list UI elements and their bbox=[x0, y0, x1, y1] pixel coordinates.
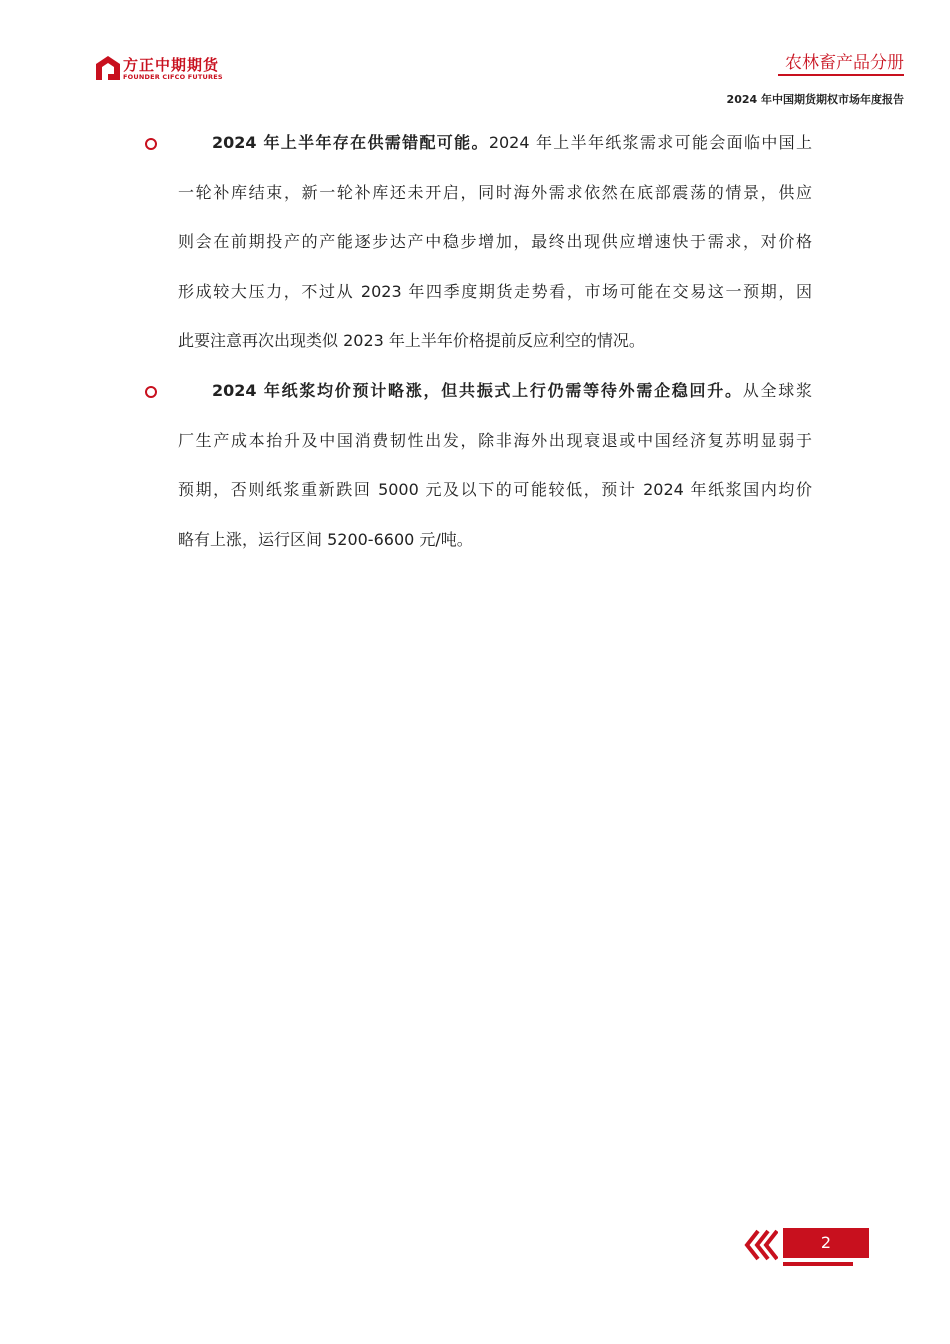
paragraph-line: 一轮补库结束，新一轮补库还未开启，同时海外需求依然在底部震荡的情景，供应 bbox=[178, 182, 812, 202]
paragraph-line: 则会在前期投产的产能逐步达产中稳步增加，最终出现供应增速快于需求，对价格 bbox=[178, 232, 812, 251]
paragraph-heading: 2024 年纸浆均价预计略涨，但共振式上行仍需等待外需企稳回升。 bbox=[212, 381, 743, 400]
paragraph-line: 略有上涨，运行区间 5200-6600 元/吨。 bbox=[178, 529, 473, 549]
paragraph-heading: 2024 年上半年存在供需错配可能。 bbox=[212, 133, 489, 152]
header-divider bbox=[778, 74, 904, 76]
paragraph-line: 厂生产成本抬升及中国消费韧性出发，除非海外出现衰退或中国经济复苏明显弱于 bbox=[178, 430, 812, 450]
paragraph-text: 2024 年上半年纸浆需求可能会面临中国上 bbox=[488, 133, 812, 152]
double-chevron-left-icon bbox=[744, 1228, 778, 1262]
footer-bar bbox=[783, 1262, 853, 1266]
logo-english-name: FOUNDER CIFCO FUTURES bbox=[123, 73, 223, 81]
section-title: 农林畜产品分册 bbox=[785, 53, 904, 73]
paragraph-line: 形成较大压力，不过从 2023 年四季度期货走势看，市场可能在交易这一预期，因 bbox=[178, 281, 812, 301]
paragraph-line: 此要注意再次出现类似 2023 年上半年价格提前反应利空的情况。 bbox=[178, 331, 645, 350]
paragraph-line bbox=[178, 366, 812, 416]
logo-chinese-name: 方正中期期货 bbox=[123, 56, 220, 74]
paragraph-text: 从全球浆 bbox=[742, 381, 812, 400]
company-logo bbox=[95, 53, 235, 83]
logo-mark-icon bbox=[95, 55, 121, 81]
paragraph-1 bbox=[178, 118, 812, 366]
paragraph-2 bbox=[178, 366, 812, 564]
circle-bullet-icon bbox=[145, 386, 157, 398]
paragraph-line bbox=[178, 118, 812, 168]
circle-bullet-icon bbox=[145, 138, 157, 150]
paragraph-line: 预期，否则纸浆重新跌回 5000 元及以下的可能较低，预计 2024 年纸浆国内均价 bbox=[178, 480, 812, 499]
report-title: 2024 年中国期货期权市场年度报告 bbox=[726, 93, 904, 106]
page-number: 2 bbox=[783, 1228, 869, 1258]
